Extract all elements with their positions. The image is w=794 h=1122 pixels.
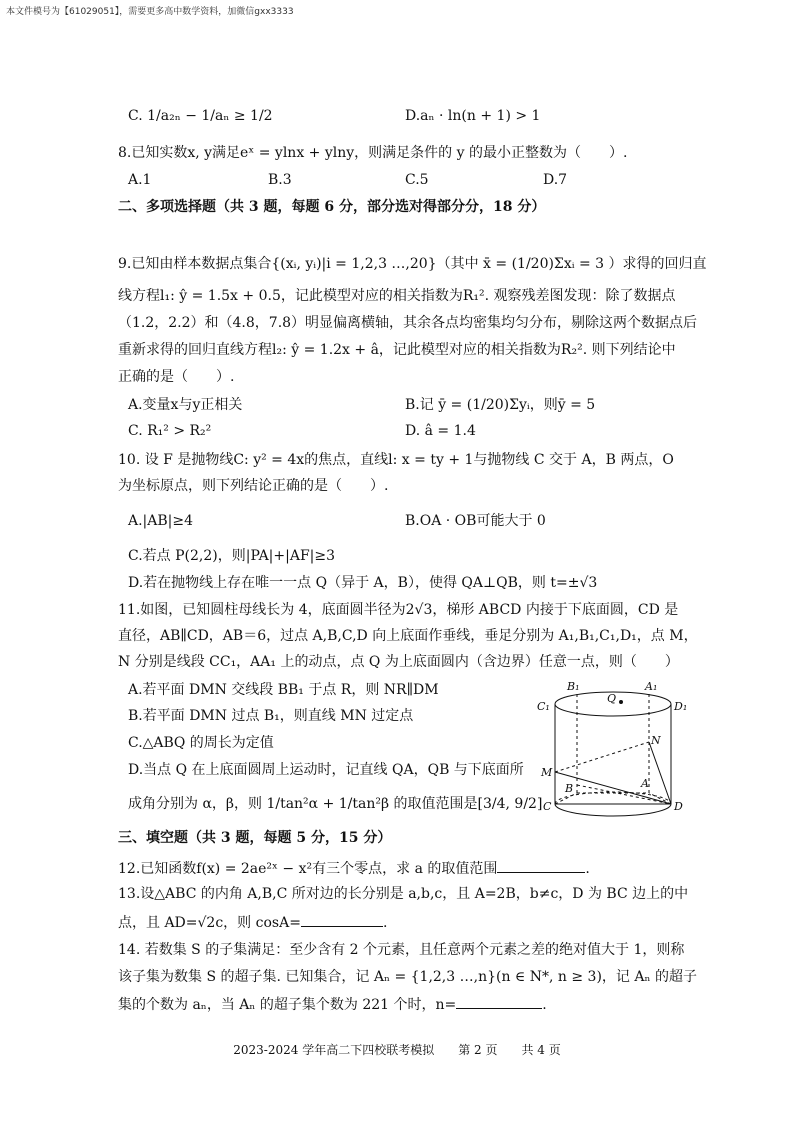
q8-option-d: D.7 xyxy=(543,172,568,188)
page-footer: 2023-2024 学年高二下四校联考模拟 第 2 页 共 4 页 xyxy=(233,1043,561,1057)
q12-period: . xyxy=(585,861,590,877)
q10-line-2: 为坐标原点，则下列结论正确的是（ ）. xyxy=(118,478,389,494)
cylinder-figure xyxy=(535,680,695,820)
label-m: M xyxy=(541,766,553,779)
q11-option-d-line-2: 成角分别为 α，β，则 1/tan²α + 1/tan²β 的取值范围是[3/4, 9/2] xyxy=(128,796,543,812)
q13-answer-blank[interactable] xyxy=(301,912,383,927)
q9-option-b: B.记 ȳ = (1/20)Σyᵢ，则ȳ = 5 xyxy=(405,397,596,413)
label-q: Q xyxy=(607,692,617,705)
label-d: D xyxy=(674,800,683,813)
q10-line-1: 10. 设 F 是抛物线C: y² = 4x的焦点，直线l: x = ty + 1与抛物线 C 交于 A，B 两点，O xyxy=(118,452,674,468)
q14-period: . xyxy=(542,997,547,1013)
label-c: C xyxy=(543,800,552,813)
label-a: A xyxy=(641,777,649,790)
q11-line-2: 直径，AB∥CD，AB＝6，过点 A,B,C,D 向上底面作垂线，垂足分别为 A₁,B₁,C₁,D₁，点 M， xyxy=(118,628,698,644)
q10-option-b: B.OA · OB可能大于 0 xyxy=(405,513,546,529)
point-q-dot xyxy=(619,700,623,704)
mn-line xyxy=(555,742,649,772)
q11-option-c: C.△ABQ 的周长为定值 xyxy=(128,735,274,751)
q9-option-a: A.变量x与y正相关 xyxy=(128,397,243,413)
q9-option-c: C. R₁² > R₂² xyxy=(128,423,212,439)
q12-text: 12.已知函数f(x) = 2ae²ˣ − x²有三个零点，求 a 的取值范围 xyxy=(118,861,498,877)
q14-text: 集的个数为 aₙ，当 Aₙ 的超子集个数为 221 个时，n= xyxy=(118,997,457,1013)
q8-option-a: A.1 xyxy=(128,172,152,188)
q7-option-c: C. 1/a₂ₙ − 1/aₙ ≥ 1/2 xyxy=(128,108,273,124)
label-b: B xyxy=(565,782,574,795)
q12-answer-blank[interactable] xyxy=(497,858,585,873)
q10-option-c: C.若点 P(2,2)，则|PA|+|AF|≥3 xyxy=(128,548,336,564)
section-2-heading: 二、多项选择题（共 3 题，每题 6 分，部分选对得部分分，18 分） xyxy=(118,199,546,215)
q9-line-1: 9.已知由样本数据点集合{(xᵢ, yᵢ)|i = 1,2,3 …,20}（其中 x̄ = (1/20)Σxᵢ = 3 ）求得的回归直 xyxy=(118,256,707,272)
q13-line-1: 13.设△ABC 的内角 A,B,C 所对边的长分别是 a,b,c，且 A=2B，b≠c，D 为 BC 边上的中 xyxy=(118,886,689,902)
q8-option-c: C.5 xyxy=(405,172,429,188)
q8-option-b: B.3 xyxy=(268,172,292,188)
q13-text: 点，且 AD=√2c，则 cosA= xyxy=(118,915,301,931)
q9-line-3: （1.2，2.2）和（4.8，7.8）明显偏离横轴，其余各点均密集均匀分布，剔除这两个数据点后 xyxy=(118,315,698,331)
q9-option-d: D. â = 1.4 xyxy=(405,423,476,439)
label-n: N xyxy=(651,734,661,747)
q14-line-3 xyxy=(118,994,547,1015)
label-a1: A₁ xyxy=(645,680,658,693)
q13-period: . xyxy=(382,915,388,931)
rd-line xyxy=(577,785,671,804)
q8-stem: 8.已知实数x, y满足eˣ = ylnx + ylny，则满足条件的 y 的最小正整数为（ ）. xyxy=(118,145,628,161)
watermark-text: 本文件模号为【61029051】，需要更多高中数学资料，加微信gxx3333 xyxy=(6,7,294,17)
bottom-arc-front xyxy=(555,804,671,816)
q14-line-2: 该子集为数集 S 的超子集. 已知集合，记 Aₙ = {1,2,3 …,n}(n ∈ N*, n ≥ 3)，记 Aₙ 的超子 xyxy=(118,969,697,985)
q7-option-d: D.aₙ · ln(n + 1) > 1 xyxy=(405,108,541,124)
q9-line-5: 正确的是（ ）. xyxy=(118,369,235,385)
q10-option-d: D.若在抛物线上存在唯一一点 Q（异于 A，B），使得 QA⊥QB，则 t=±√3 xyxy=(128,575,598,591)
q12-line xyxy=(118,858,590,879)
q11-option-d-line-1: D.当点 Q 在上底面圆周上运动时，记直线 QA，QB 与下底面所 xyxy=(128,762,524,778)
q11-option-b: B.若平面 DMN 过点 B₁，则直线 MN 过定点 xyxy=(128,708,414,724)
q9-line-4: 重新求得的回归直线方程l₂: ŷ = 1.2x + â，记此模型对应的相关指数为R₂². 则下列结论中 xyxy=(118,342,676,358)
q11-option-a: A.若平面 DMN 交线段 BB₁ 于点 R，则 NR∥DM xyxy=(128,682,439,698)
label-d1: D₁ xyxy=(674,700,688,713)
label-c1: C₁ xyxy=(537,700,550,713)
section-3-heading: 三、填空题（共 3 题，每题 5 分，15 分） xyxy=(118,830,392,846)
label-b1: B₁ xyxy=(567,680,580,693)
q13-line-2 xyxy=(118,912,387,933)
q9-line-2: 线方程l₁: ŷ = 1.5x + 0.5，记此模型对应的相关指数为R₁². 观察残差图发现：除了数据点 xyxy=(118,288,676,304)
q11-line-3: N 分别是线段 CC₁，AA₁ 上的动点，点 Q 为上底面圆内（含边界）任意一点，则（ ） xyxy=(118,654,679,670)
q10-option-a: A.|AB|≥4 xyxy=(128,513,194,529)
q11-line-1: 11.如图，已知圆柱母线长为 4，底面圆半径为2√3，梯形 ABCD 内接于下底面圆，CD 是 xyxy=(118,602,679,618)
q14-answer-blank[interactable] xyxy=(456,994,542,1009)
q14-line-1: 14. 若数集 S 的子集满足：至少含有 2 个元素，且任意两个元素之差的绝对值大于 1，则称 xyxy=(118,942,685,958)
